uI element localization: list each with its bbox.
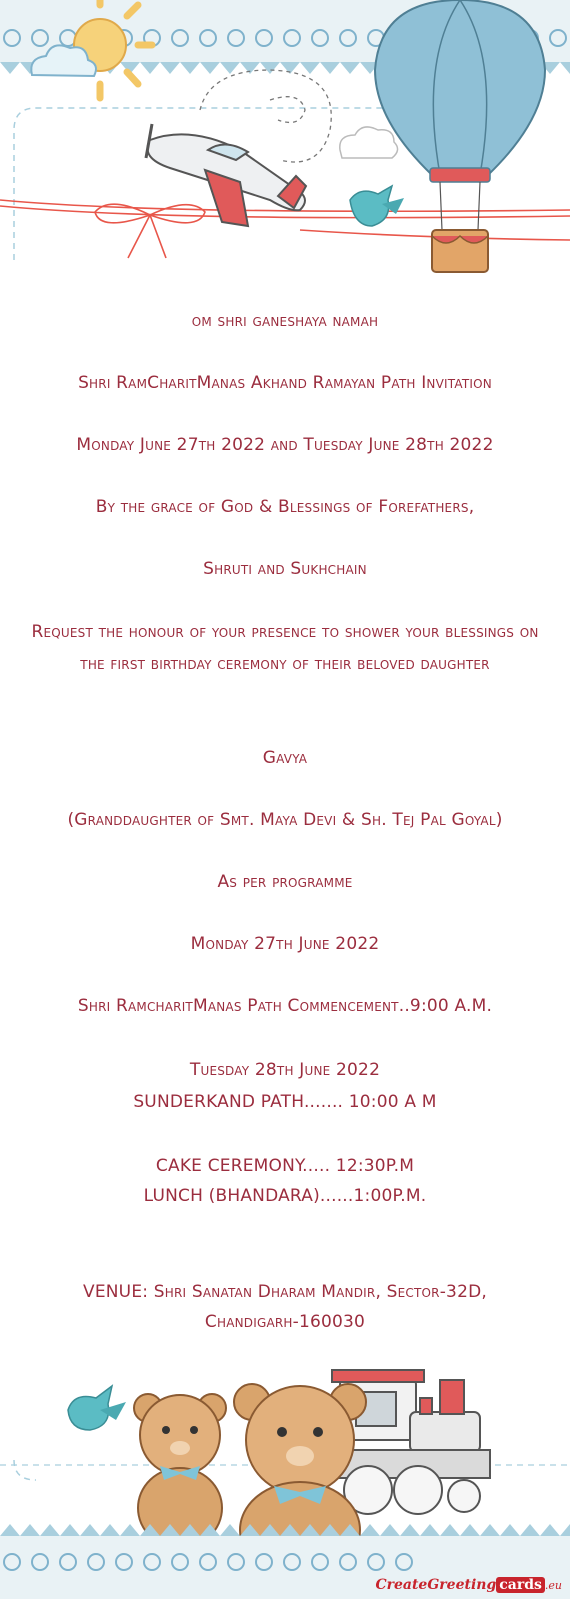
brand-logo[interactable]: [375, 1577, 562, 1593]
day2-event-lunch: LUNCH (BHANDARA)......1:00P.M.: [143, 1186, 427, 1206]
day1-event: Shri RamcharitManas Path Commencement..9:00 A.M.: [77, 996, 493, 1016]
venue-line2: Chandigarh-160030: [204, 1312, 366, 1332]
host-names: Shruti and Sukhchain: [203, 559, 367, 579]
event-dates: Monday June 27th 2022 and Tuesday June 28th 2022: [76, 435, 494, 455]
bow-icon: [95, 204, 205, 258]
brand-prefix: CreateGreeting: [375, 1577, 497, 1593]
hot-air-balloon-icon: [375, 0, 545, 272]
day2-date: Tuesday 28th June 2022: [189, 1060, 381, 1080]
day2-event-cake: CAKE CEREMONY..... 12:30P.M: [155, 1156, 415, 1176]
bird-icon: [350, 186, 404, 226]
blessing-line: om shri ganeshaya namah: [191, 311, 379, 331]
programme-heading: As per programme: [217, 872, 353, 892]
child-name: Gavya: [262, 748, 308, 768]
bird-icon: [68, 1386, 126, 1430]
venue-line1: VENUE: Shri Sanatan Dharam Mandir, Sector-32D,: [83, 1282, 487, 1302]
cloud-icon: [340, 127, 398, 158]
day2-event-sunderkand: SUNDERKAND PATH....... 10:00 A M: [133, 1092, 437, 1112]
brand-cards: cards: [496, 1577, 545, 1593]
header-illustration: [0, 0, 570, 300]
teddy-bear-icon: [134, 1394, 226, 1548]
brand-suffix: .eu: [544, 1579, 562, 1592]
footer-illustration: [0, 1340, 570, 1599]
granddaughter-line: (Granddaughter of Smt. Maya Devi & Sh. Tej Pal Goyal): [67, 810, 503, 830]
grace-line: By the grace of God & Blessings of Forefathers,: [95, 497, 475, 517]
invitation-title: Shri RamCharitManas Akhand Ramayan Path Invitation: [78, 373, 492, 393]
request-paragraph: Request the honour of your presence to shower your blessings on the first birthday ceremony of their beloved daughter: [31, 622, 539, 674]
day1-date: Monday 27th June 2022: [190, 934, 380, 954]
